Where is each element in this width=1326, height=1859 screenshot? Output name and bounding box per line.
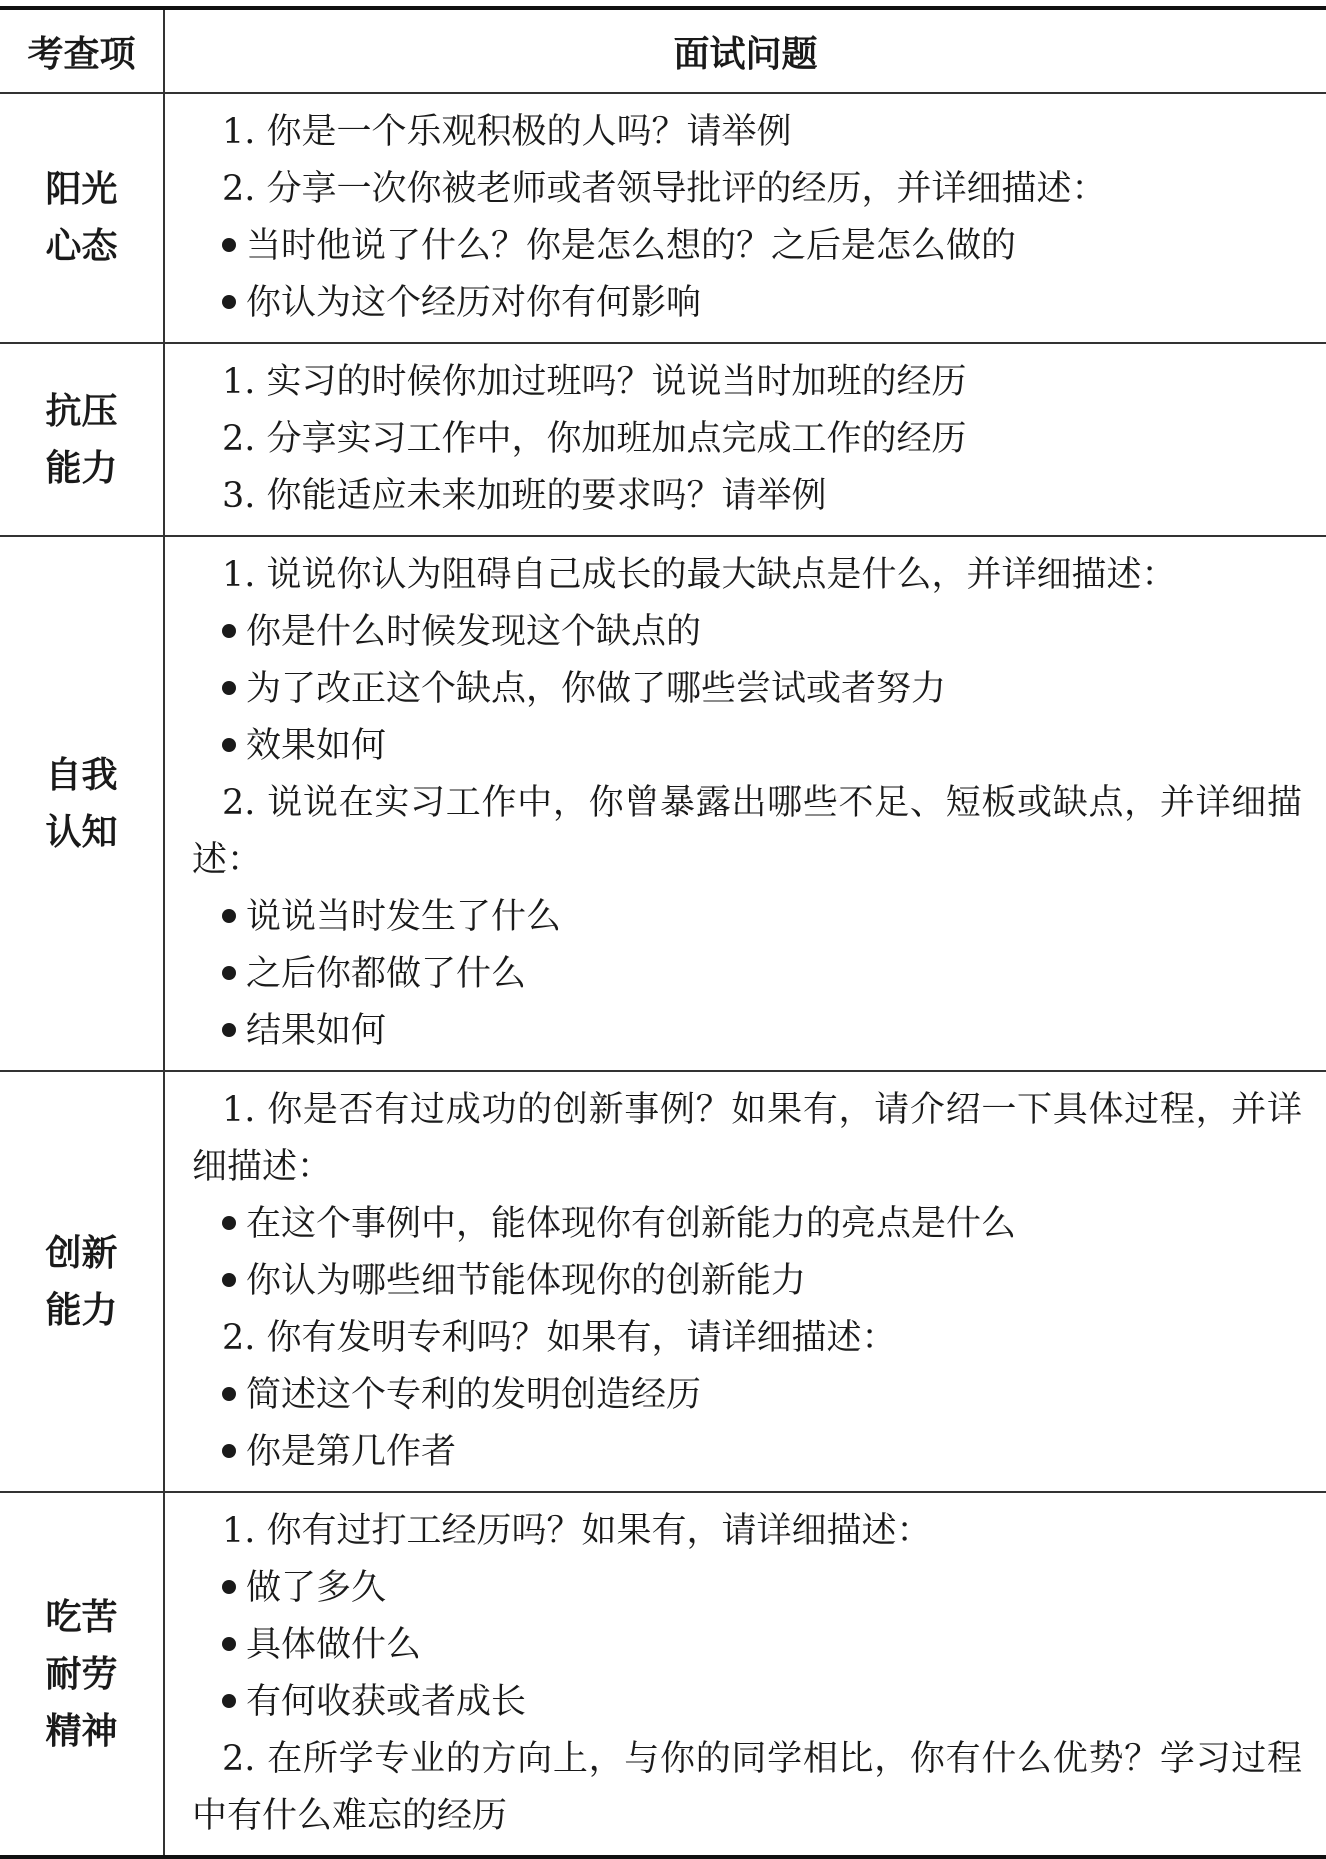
table-row [0, 344, 1326, 537]
bullet-text: 简述这个专利的发明创造经历 [246, 1375, 702, 1415]
category-label: 吃苦 耐劳 精神 [45, 1596, 118, 1752]
question-item: 2. 分享实习工作中，你加班加点完成工作的经历 [222, 419, 967, 459]
question-item: 2. 你有发明专利吗？如果有，请详细描述： [222, 1318, 897, 1358]
table-row [0, 1493, 1326, 1855]
table-body [0, 94, 1326, 1855]
bullet-item [192, 1003, 1302, 1060]
bullet-text: 具体做什么 [246, 1625, 422, 1665]
table-row [0, 94, 1326, 344]
table-row [0, 537, 1326, 1072]
bullet-text: 做了多久 [246, 1568, 387, 1608]
bullet-item [192, 1674, 1302, 1731]
questions-cell [165, 537, 1326, 1070]
bullet-item [192, 604, 1302, 661]
category-cell [0, 1493, 165, 1855]
question-item: 1. 你是否有过成功的创新事例？如果有，请介绍一下具体过程，并详细描述： [192, 1090, 1302, 1187]
bullet-dot-icon [222, 1580, 236, 1594]
bullet-text: 有何收获或者成长 [246, 1682, 527, 1722]
bullet-text: 当时他说了什么？你是怎么想的？之后是怎么做的 [246, 226, 1017, 266]
bullet-item [192, 661, 1302, 718]
bullet-dot-icon [222, 738, 236, 752]
bullet-text: 之后你都做了什么 [246, 954, 527, 994]
category-label: 阳光 心态 [45, 169, 118, 267]
question-item: 2. 在所学专业的方向上，与你的同学相比，你有什么优势？学习过程中有什么难忘的经历 [192, 1739, 1302, 1836]
question-item: 1. 你有过打工经历吗？如果有，请详细描述： [222, 1511, 932, 1551]
bullet-item [192, 1196, 1302, 1253]
bullet-text: 在这个事例中，能体现你有创新能力的亮点是什么 [246, 1204, 1017, 1244]
bullet-text: 效果如何 [246, 726, 387, 766]
category-cell [0, 537, 165, 1070]
bullet-dot-icon [222, 966, 236, 980]
table-header-row [0, 10, 1326, 94]
category-cell [0, 94, 165, 342]
bullet-text: 你是什么时候发现这个缺点的 [246, 612, 702, 652]
category-cell [0, 344, 165, 535]
bullet-item [192, 275, 1302, 332]
questions-cell [165, 1072, 1326, 1491]
bullet-item [192, 1253, 1302, 1310]
question-item: 1. 你是一个乐观积极的人吗？请举例 [222, 112, 792, 152]
bullet-dot-icon [222, 238, 236, 252]
bullet-dot-icon [222, 1637, 236, 1651]
bullet-dot-icon [222, 624, 236, 638]
bullet-text: 说说当时发生了什么 [246, 897, 562, 937]
category-label: 抗压 能力 [45, 390, 118, 489]
questions-cell [165, 344, 1326, 535]
bullet-text: 你认为哪些细节能体现你的创新能力 [246, 1261, 807, 1301]
bullet-item [192, 1617, 1302, 1674]
bullet-dot-icon [222, 1273, 236, 1287]
question-item: 1. 实习的时候你加过班吗？说说当时加班的经历 [222, 362, 967, 402]
header-questions: 面试问题 [673, 33, 818, 75]
bullet-dot-icon [222, 681, 236, 695]
question-item: 2. 说说在实习工作中，你曾暴露出哪些不足、短板或缺点，并详细描述： [192, 783, 1302, 880]
questions-cell [165, 94, 1326, 342]
question-item: 3. 你能适应未来加班的要求吗？请举例 [222, 476, 827, 516]
bullet-dot-icon [222, 1694, 236, 1708]
bullet-dot-icon [222, 1387, 236, 1401]
bullet-dot-icon [222, 295, 236, 309]
category-cell [0, 1072, 165, 1491]
bullet-dot-icon [222, 1023, 236, 1037]
bullet-text: 为了改正这个缺点，你做了哪些尝试或者努力 [246, 669, 947, 709]
bullet-dot-icon [222, 1444, 236, 1458]
bullet-dot-icon [222, 909, 236, 923]
category-label: 自我 认知 [45, 754, 118, 853]
table-row [0, 1072, 1326, 1493]
bullet-item [192, 946, 1302, 1003]
question-item: 2. 分享一次你被老师或者领导批评的经历，并详细描述： [222, 169, 1107, 209]
bullet-item [192, 1424, 1302, 1481]
bullet-dot-icon [222, 1216, 236, 1230]
bullet-item [192, 1367, 1302, 1424]
question-item: 1. 说说你认为阻碍自己成长的最大缺点是什么，并详细描述： [222, 555, 1177, 595]
bullet-item [192, 1560, 1302, 1617]
bullet-text: 你是第几作者 [246, 1432, 457, 1472]
header-category: 考查项 [0, 10, 165, 92]
interview-questions-table [0, 6, 1326, 1859]
questions-cell [165, 1493, 1326, 1855]
bullet-item [192, 718, 1302, 775]
bullet-text: 结果如何 [246, 1011, 387, 1051]
bullet-item [192, 218, 1302, 275]
bullet-text: 你认为这个经历对你有何影响 [246, 283, 702, 323]
bullet-item [192, 889, 1302, 946]
category-label: 创新 能力 [45, 1232, 118, 1331]
